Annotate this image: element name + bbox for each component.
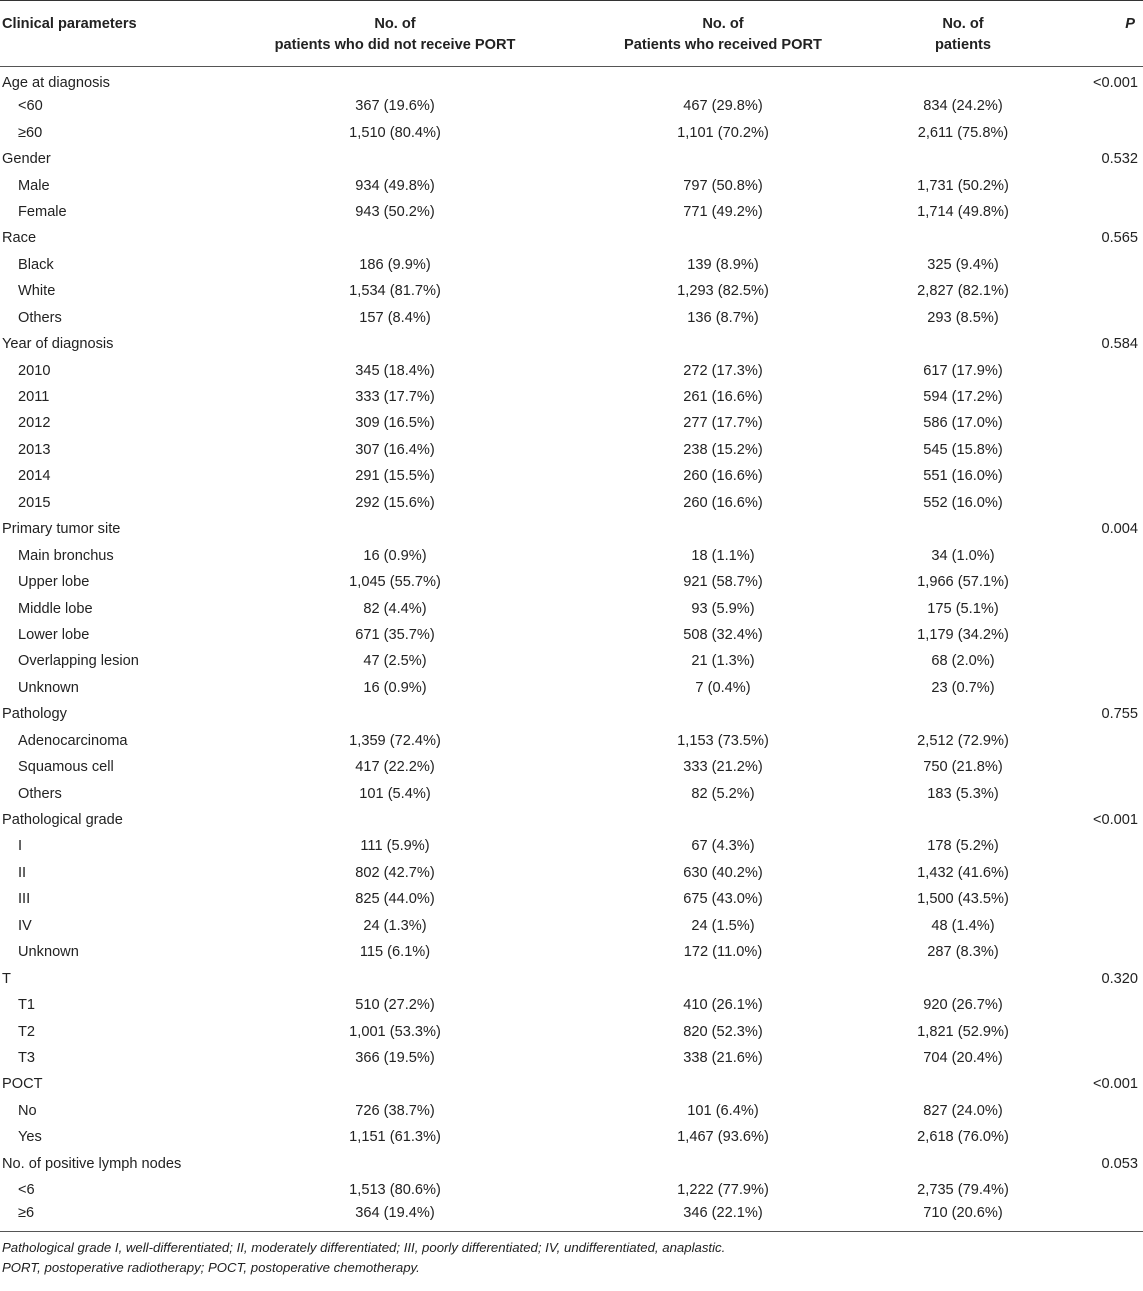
table-row (0, 199, 1143, 225)
row-label: 2011 (18, 389, 50, 406)
p-value-cell: 0.565 (1101, 230, 1138, 247)
empty-cell (1034, 1203, 1143, 1232)
header-received-port (554, 1, 892, 67)
received-port-cell: 630 (40.2%) (683, 864, 763, 881)
row-label: 2015 (18, 494, 51, 511)
empty-cell (1034, 595, 1143, 621)
empty-cell (236, 516, 554, 542)
p-value-cell: <0.001 (1092, 812, 1138, 829)
no-port-cell: 333 (17.7%) (355, 389, 435, 406)
category-row (0, 331, 1143, 357)
empty-cell (236, 67, 554, 94)
empty-cell (1034, 199, 1143, 225)
table-header (0, 1, 1143, 67)
received-port-cell: 93 (5.9%) (691, 600, 755, 617)
received-port-cell: 67 (4.3%) (691, 838, 755, 855)
empty-cell (236, 331, 554, 357)
row-label: 2010 (18, 362, 51, 379)
table-row (0, 1018, 1143, 1044)
no-port-cell: 1,359 (72.4%) (349, 732, 441, 749)
table-row (0, 913, 1143, 939)
table-row (0, 410, 1143, 436)
received-port-cell: 101 (6.4%) (687, 1102, 759, 1119)
row-label: 2013 (18, 441, 51, 458)
empty-cell (554, 965, 892, 991)
no-port-cell: 307 (16.4%) (355, 441, 435, 458)
table-row (0, 384, 1143, 410)
category-row (0, 516, 1143, 542)
empty-cell (236, 965, 554, 991)
category-row (0, 67, 1143, 94)
category-label: Year of diagnosis (2, 336, 114, 353)
no-port-cell: 24 (1.3%) (363, 917, 427, 934)
no-port-cell: 1,001 (53.3%) (349, 1023, 441, 1040)
total-patients-cell: 287 (8.3%) (927, 944, 999, 961)
table-row (0, 542, 1143, 568)
header-received-port-line2: Patients who received PORT (624, 37, 822, 53)
table-row (0, 305, 1143, 331)
row-label: White (18, 283, 56, 300)
received-port-cell: 139 (8.9%) (687, 256, 759, 273)
total-patients-cell: 750 (21.8%) (923, 759, 1003, 776)
category-label: Race (2, 230, 37, 247)
total-patients-cell: 1,179 (34.2%) (917, 626, 1009, 643)
category-row (0, 225, 1143, 251)
total-patients-cell: 183 (5.3%) (927, 785, 999, 802)
table-row (0, 648, 1143, 674)
total-patients-cell: 834 (24.2%) (923, 98, 1003, 115)
received-port-cell: 172 (11.0%) (683, 944, 763, 961)
row-label: ≥6 (0, 1203, 236, 1232)
empty-cell (892, 1071, 1034, 1097)
row-label: T2 (18, 1023, 36, 1040)
empty-cell (892, 701, 1034, 727)
empty-cell (892, 965, 1034, 991)
table-row (0, 622, 1143, 648)
p-value-cell: 0.004 (1101, 521, 1138, 538)
row-label: ≥60 (18, 124, 43, 141)
p-value-cell: <0.001 (1092, 1076, 1138, 1093)
empty-cell (236, 225, 554, 251)
empty-cell (892, 331, 1034, 357)
empty-cell (1034, 913, 1143, 939)
row-label: II (18, 864, 27, 881)
no-port-cell: 47 (2.5%) (363, 653, 427, 670)
row-label: Overlapping lesion (18, 653, 139, 670)
empty-cell (1034, 410, 1143, 436)
no-port-cell: 291 (15.5%) (355, 468, 435, 485)
category-label: POCT (2, 1076, 43, 1093)
total-patients-cell: 293 (8.5%) (927, 309, 999, 326)
table-body (0, 67, 1143, 1232)
header-total-patients-line2: patients (935, 37, 991, 53)
no-port-cell: 1,045 (55.7%) (349, 574, 441, 591)
table-row (0, 357, 1143, 383)
p-value-cell: 0.755 (1101, 706, 1138, 723)
row-label: 2014 (18, 468, 51, 485)
total-patients-cell: 594 (17.2%) (923, 389, 1003, 406)
no-port-cell: 671 (35.7%) (355, 626, 435, 643)
no-port-cell: 1,510 (80.4%) (349, 124, 441, 141)
no-port-cell: 101 (5.4%) (359, 785, 431, 802)
empty-cell (1034, 886, 1143, 912)
no-port-cell: 366 (19.5%) (355, 1049, 435, 1066)
row-label: IV (18, 917, 32, 934)
row-label: Lower lobe (18, 626, 90, 643)
no-port-cell: 82 (4.4%) (363, 600, 427, 617)
row-label: <60 (18, 98, 43, 115)
received-port-cell: 338 (21.6%) (683, 1049, 763, 1066)
no-port-cell: 186 (9.9%) (359, 256, 431, 273)
empty-cell (554, 331, 892, 357)
empty-cell (236, 807, 554, 833)
table-row (0, 595, 1143, 621)
received-port-cell: 797 (50.8%) (683, 177, 763, 194)
received-port-cell: 24 (1.5%) (691, 917, 755, 934)
empty-cell (1034, 992, 1143, 1018)
table-row (0, 252, 1143, 278)
no-port-cell: 802 (42.7%) (355, 864, 435, 881)
no-port-cell: 309 (16.5%) (355, 415, 435, 432)
empty-cell (892, 1151, 1034, 1177)
row-label: Middle lobe (18, 600, 93, 617)
received-port-cell: 921 (58.7%) (683, 574, 763, 591)
received-port-cell: 508 (32.4%) (683, 626, 763, 643)
table-row (0, 172, 1143, 198)
p-value-cell: <0.001 (1092, 75, 1138, 91)
no-port-cell: 115 (6.1%) (359, 944, 431, 961)
header-no-port-line2: patients who did not receive PORT (274, 37, 516, 53)
empty-cell (1034, 1018, 1143, 1044)
total-patients-cell: 2,827 (82.1%) (917, 283, 1009, 300)
received-port-cell: 1,153 (73.5%) (677, 732, 769, 749)
no-port-cell: 1,534 (81.7%) (349, 283, 441, 300)
total-patients-cell: 1,821 (52.9%) (917, 1023, 1009, 1040)
header-p-value: P (1034, 1, 1143, 67)
total-patients-cell: 552 (16.0%) (923, 494, 1003, 511)
row-label: Main bronchus (18, 547, 114, 564)
header-total-patients-line1: No. of (942, 16, 984, 32)
empty-cell (236, 1151, 554, 1177)
empty-cell (554, 225, 892, 251)
empty-cell (236, 146, 554, 172)
received-port-cell: 277 (17.7%) (683, 415, 763, 432)
no-port-cell: 292 (15.6%) (355, 494, 435, 511)
received-port-cell: 771 (49.2%) (683, 203, 763, 220)
row-label: Squamous cell (18, 759, 114, 776)
no-port-cell: 16 (0.9%) (363, 679, 427, 696)
empty-cell (1034, 278, 1143, 304)
category-row (0, 807, 1143, 833)
empty-cell (554, 701, 892, 727)
header-received-port-line1: No. of (702, 16, 744, 32)
empty-cell (1034, 437, 1143, 463)
empty-cell (892, 67, 1034, 94)
received-port-cell: 21 (1.3%) (691, 653, 755, 670)
no-port-cell: 16 (0.9%) (363, 547, 427, 564)
total-patients-cell: 617 (17.9%) (923, 362, 1003, 379)
received-port-cell: 1,467 (93.6%) (677, 1129, 769, 1146)
empty-cell (1034, 463, 1143, 489)
received-port-cell: 1,293 (82.5%) (677, 283, 769, 300)
total-patients-cell: 1,966 (57.1%) (917, 574, 1009, 591)
category-row (0, 965, 1143, 991)
empty-cell (892, 807, 1034, 833)
total-patients-cell: 710 (20.6%) (892, 1203, 1034, 1232)
total-patients-cell: 2,735 (79.4%) (917, 1182, 1009, 1199)
row-label: Others (18, 785, 62, 802)
header-no-port (236, 1, 554, 67)
no-port-cell: 345 (18.4%) (355, 362, 435, 379)
received-port-cell: 675 (43.0%) (683, 891, 763, 908)
total-patients-cell: 175 (5.1%) (927, 600, 999, 617)
empty-cell (1034, 675, 1143, 701)
table-row (0, 569, 1143, 595)
row-label: <6 (18, 1182, 35, 1199)
received-port-cell: 260 (16.6%) (683, 468, 763, 485)
total-patients-cell: 586 (17.0%) (923, 415, 1003, 432)
total-patients-cell: 1,731 (50.2%) (917, 177, 1009, 194)
p-value-cell: 0.532 (1101, 151, 1138, 168)
table-row (0, 93, 1143, 119)
row-label: I (18, 838, 23, 855)
empty-cell (1034, 357, 1143, 383)
category-label: No. of positive lymph nodes (2, 1155, 182, 1172)
empty-cell (554, 807, 892, 833)
received-port-cell: 346 (22.1%) (554, 1203, 892, 1232)
row-label: No (18, 1102, 37, 1119)
empty-cell (1034, 754, 1143, 780)
total-patients-cell: 551 (16.0%) (923, 468, 1003, 485)
footnote-grade: Pathological grade I, well-differentiated; II, moderately differentiated; III, poorly differentiated; IV, undifferentiated, anaplastic. (2, 1240, 726, 1256)
table-row (0, 833, 1143, 859)
category-label: Primary tumor site (2, 521, 121, 538)
empty-cell (1034, 1124, 1143, 1150)
table-row (0, 1098, 1143, 1124)
category-label: T (2, 970, 11, 987)
table-row (0, 860, 1143, 886)
empty-cell (1034, 780, 1143, 806)
empty-cell (1034, 542, 1143, 568)
category-label: Age at diagnosis (2, 75, 110, 91)
total-patients-cell: 545 (15.8%) (923, 441, 1003, 458)
received-port-cell: 410 (26.1%) (683, 997, 763, 1014)
received-port-cell: 260 (16.6%) (683, 494, 763, 511)
table-row (0, 463, 1143, 489)
empty-cell (1034, 648, 1143, 674)
category-label: Pathology (2, 706, 67, 723)
no-port-cell: 726 (38.7%) (355, 1102, 435, 1119)
category-label: Pathological grade (2, 812, 123, 829)
table-row (0, 119, 1143, 145)
table-row (0, 1124, 1143, 1150)
no-port-cell: 934 (49.8%) (355, 177, 435, 194)
total-patients-cell: 1,432 (41.6%) (917, 864, 1009, 881)
empty-cell (1034, 305, 1143, 331)
received-port-cell: 7 (0.4%) (695, 679, 751, 696)
header-no-port-line1: No. of (374, 16, 416, 32)
empty-cell (1034, 119, 1143, 145)
empty-cell (554, 146, 892, 172)
header-clinical-parameters: Clinical parameters (0, 1, 236, 67)
empty-cell (1034, 1177, 1143, 1203)
table-footnotes (0, 1232, 1143, 1278)
empty-cell (1034, 622, 1143, 648)
p-value-cell: 0.053 (1101, 1155, 1138, 1172)
empty-cell (1034, 384, 1143, 410)
row-label: Adenocarcinoma (18, 732, 128, 749)
total-patients-cell: 2,618 (76.0%) (917, 1129, 1009, 1146)
category-label: Gender (2, 151, 51, 168)
total-patients-cell: 178 (5.2%) (927, 838, 999, 855)
empty-cell (892, 146, 1034, 172)
received-port-cell: 82 (5.2%) (691, 785, 755, 802)
row-label: Unknown (18, 944, 79, 961)
table-row (0, 754, 1143, 780)
total-patients-cell: 23 (0.7%) (931, 679, 995, 696)
received-port-cell: 261 (16.6%) (683, 389, 763, 406)
total-patients-cell: 68 (2.0%) (931, 653, 995, 670)
no-port-cell: 364 (19.4%) (236, 1203, 554, 1232)
received-port-cell: 467 (29.8%) (683, 98, 763, 115)
empty-cell (1034, 860, 1143, 886)
no-port-cell: 417 (22.2%) (355, 759, 435, 776)
table-row (0, 992, 1143, 1018)
category-row (0, 1071, 1143, 1097)
table-row (0, 728, 1143, 754)
empty-cell (1034, 1098, 1143, 1124)
table-row (0, 278, 1143, 304)
row-label: Female (18, 203, 67, 220)
no-port-cell: 111 (5.9%) (360, 838, 430, 855)
footnote-abbreviations: PORT, postoperative radiotherapy; POCT, postoperative chemotherapy. (2, 1260, 420, 1276)
empty-cell (1034, 728, 1143, 754)
empty-cell (554, 1151, 892, 1177)
empty-cell (1034, 490, 1143, 516)
received-port-cell: 1,101 (70.2%) (677, 124, 769, 141)
empty-cell (892, 516, 1034, 542)
row-label: T3 (18, 1049, 36, 1066)
category-row (0, 701, 1143, 727)
table-row (0, 437, 1143, 463)
empty-cell (1034, 252, 1143, 278)
p-value-cell: 0.584 (1101, 336, 1138, 353)
no-port-cell: 1,513 (80.6%) (349, 1182, 441, 1199)
header-total-patients (892, 1, 1034, 67)
received-port-cell: 272 (17.3%) (683, 362, 763, 379)
row-label: Male (18, 177, 50, 194)
empty-cell (1034, 93, 1143, 119)
table-row (0, 490, 1143, 516)
received-port-cell: 820 (52.3%) (683, 1023, 763, 1040)
row-label: Others (18, 309, 62, 326)
total-patients-cell: 704 (20.4%) (923, 1049, 1003, 1066)
table-row (0, 1203, 1143, 1232)
no-port-cell: 510 (27.2%) (355, 997, 435, 1014)
empty-cell (1034, 939, 1143, 965)
received-port-cell: 18 (1.1%) (691, 547, 755, 564)
table-row (0, 886, 1143, 912)
table-row (0, 780, 1143, 806)
header-row (0, 1, 1143, 67)
no-port-cell: 157 (8.4%) (359, 309, 431, 326)
empty-cell (554, 1071, 892, 1097)
row-label: Yes (18, 1129, 42, 1146)
table-row (0, 675, 1143, 701)
total-patients-cell: 827 (24.0%) (923, 1102, 1003, 1119)
row-label: III (18, 891, 31, 908)
p-value-cell: 0.320 (1101, 970, 1138, 987)
total-patients-cell: 1,500 (43.5%) (917, 891, 1009, 908)
no-port-cell: 367 (19.6%) (355, 98, 435, 115)
received-port-cell: 1,222 (77.9%) (677, 1182, 769, 1199)
row-label: Unknown (18, 679, 79, 696)
empty-cell (554, 516, 892, 542)
empty-cell (1034, 172, 1143, 198)
row-label: Black (18, 256, 54, 273)
empty-cell (1034, 833, 1143, 859)
total-patients-cell: 2,512 (72.9%) (917, 732, 1009, 749)
received-port-cell: 238 (15.2%) (683, 441, 763, 458)
empty-cell (892, 225, 1034, 251)
empty-cell (1034, 1045, 1143, 1071)
table-row (0, 1045, 1143, 1071)
no-port-cell: 943 (50.2%) (355, 203, 435, 220)
category-row (0, 146, 1143, 172)
empty-cell (554, 67, 892, 94)
empty-cell (236, 701, 554, 727)
row-label: 2012 (18, 415, 51, 432)
empty-cell (1034, 569, 1143, 595)
table-row (0, 1177, 1143, 1203)
received-port-cell: 333 (21.2%) (683, 759, 763, 776)
row-label: T1 (18, 997, 36, 1014)
category-row (0, 1151, 1143, 1177)
empty-cell (236, 1071, 554, 1097)
table-row (0, 939, 1143, 965)
total-patients-cell: 34 (1.0%) (931, 547, 995, 564)
total-patients-cell: 325 (9.4%) (927, 256, 999, 273)
total-patients-cell: 920 (26.7%) (923, 997, 1003, 1014)
total-patients-cell: 2,611 (75.8%) (917, 124, 1009, 141)
received-port-cell: 136 (8.7%) (687, 309, 759, 326)
total-patients-cell: 48 (1.4%) (931, 917, 995, 934)
row-label: Upper lobe (18, 574, 90, 591)
total-patients-cell: 1,714 (49.8%) (917, 203, 1009, 220)
no-port-cell: 1,151 (61.3%) (349, 1129, 441, 1146)
no-port-cell: 825 (44.0%) (355, 891, 435, 908)
